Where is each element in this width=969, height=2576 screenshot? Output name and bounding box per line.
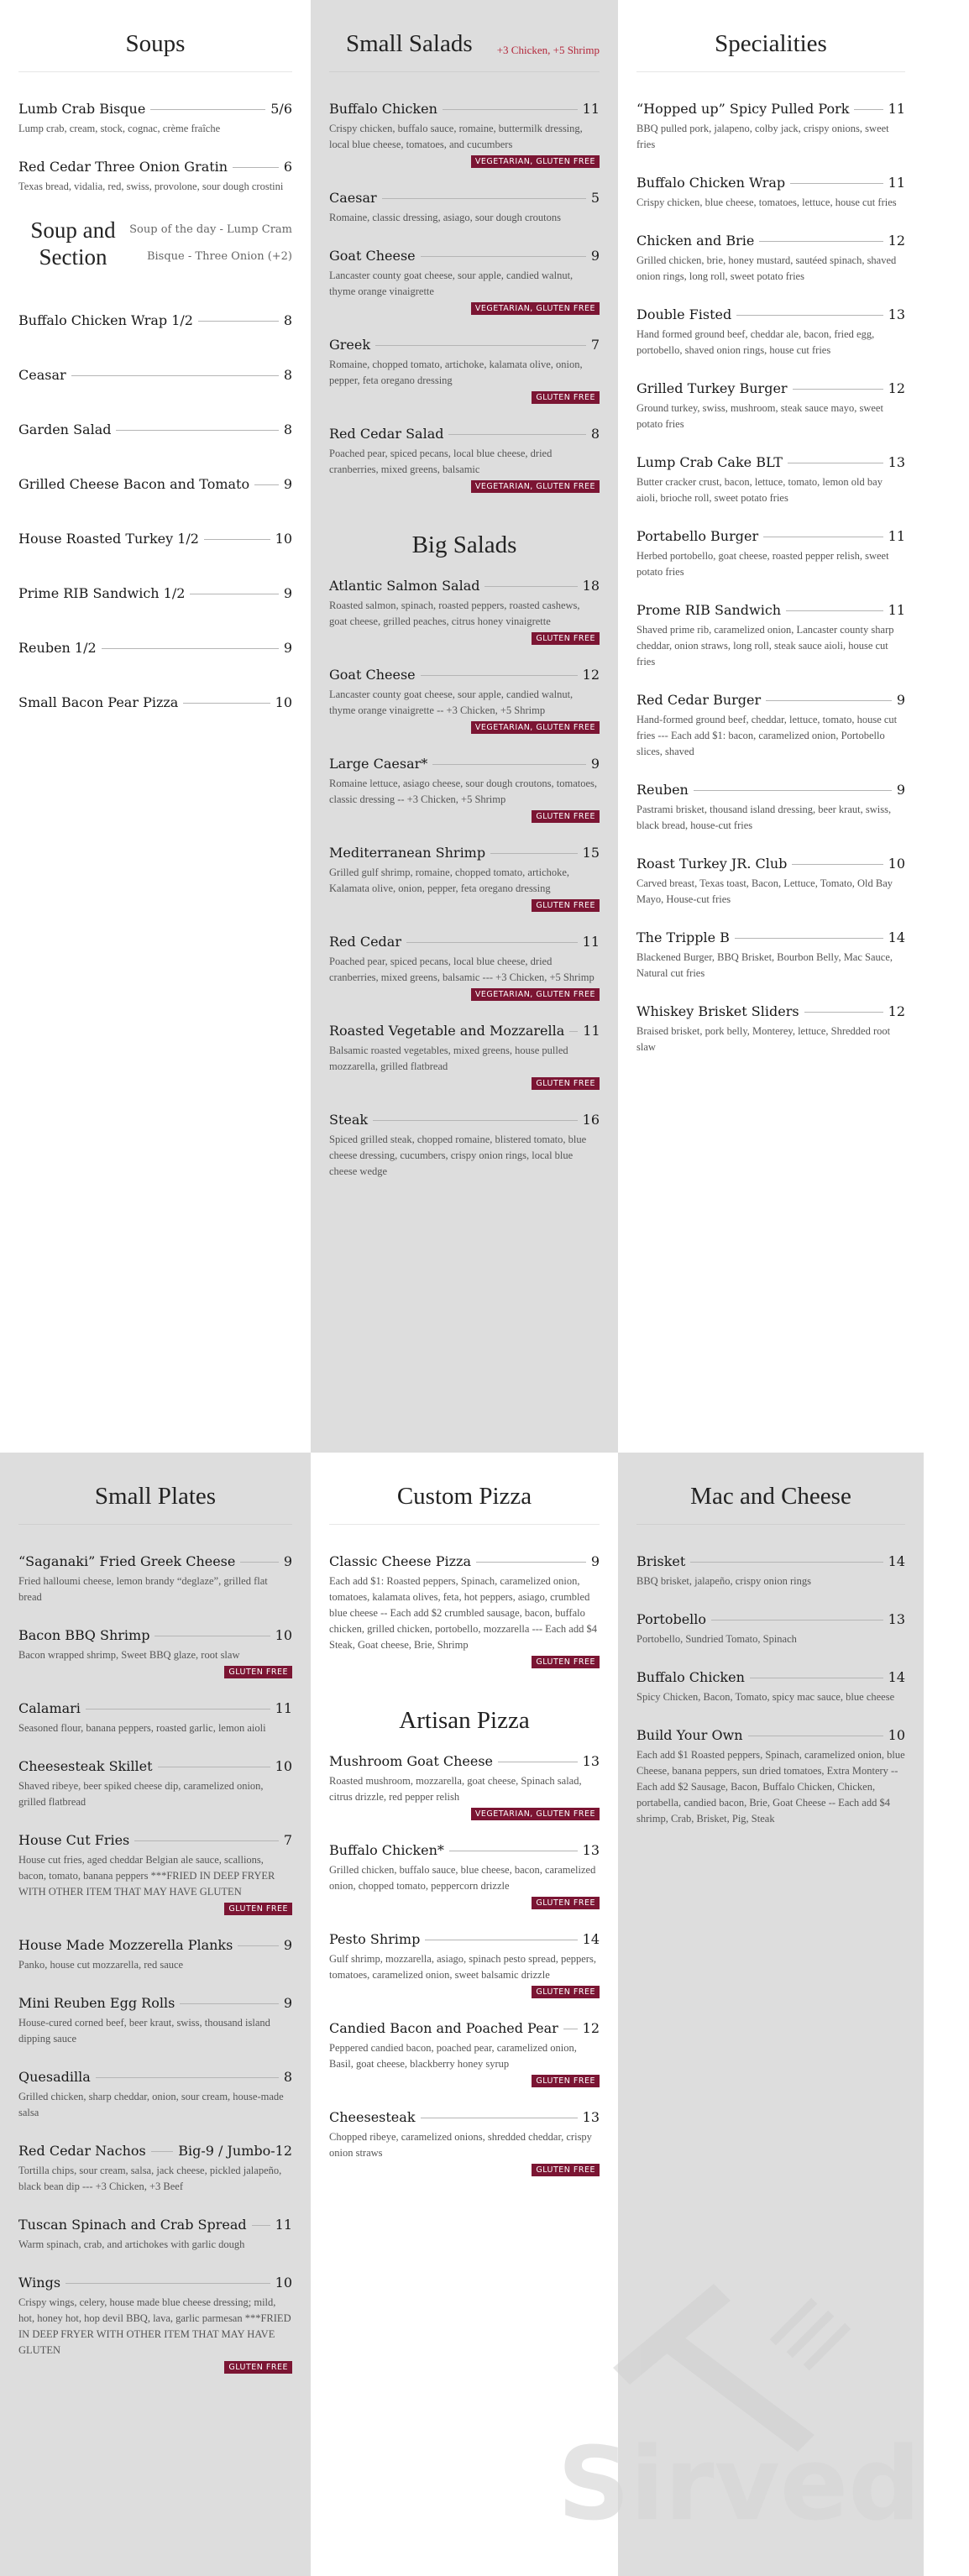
item-desc: Lancaster county goat cheese, sour apple, candied walnut, thyme orange vinaigrette bbox=[329, 270, 574, 297]
item-name: Grilled Cheese Bacon and Tomato bbox=[18, 476, 250, 492]
menu-item bbox=[18, 1553, 292, 1605]
item-name: Large Caesar* bbox=[329, 756, 428, 772]
diet-tag: GLUTEN FREE bbox=[532, 1077, 600, 1090]
item-price: 11 bbox=[888, 602, 905, 618]
item-price: 9 bbox=[283, 585, 292, 601]
menu-item bbox=[329, 756, 600, 823]
item-name: Buffalo Chicken Wrap 1/2 bbox=[18, 312, 193, 328]
item-name: Roasted Vegetable and Mozzarella bbox=[329, 1023, 565, 1039]
diet-tag: GLUTEN FREE bbox=[224, 1666, 292, 1678]
item-desc: Crispy wings, celery, house made blue cheese dressing; mild, hot, honey hot, hop devil BBQ, lava, garlic parmesan ***FRIED IN DEEP FRYER WITH OTHER ITEM THAT MAY HAVE GLUTEN bbox=[18, 2296, 291, 2356]
item-name: Buffalo Chicken* bbox=[329, 1842, 444, 1858]
menu-item bbox=[18, 2069, 292, 2121]
menu-item bbox=[18, 640, 292, 656]
item-desc: Fried halloumi cheese, lemon brandy “deglaze”, grilled flat bread bbox=[18, 1575, 268, 1603]
sirved-logo bbox=[537, 2267, 940, 2552]
small-plates-column bbox=[0, 1453, 311, 2576]
item-price: 10 bbox=[275, 694, 292, 710]
diet-tag: GLUTEN FREE bbox=[532, 2164, 600, 2176]
big-salads-list bbox=[329, 578, 600, 1180]
soup-section-note bbox=[128, 217, 292, 270]
specialities-title: Specialities bbox=[636, 0, 905, 72]
menu-item bbox=[329, 934, 600, 1001]
menu-item bbox=[636, 1553, 905, 1589]
item-price: 12 bbox=[888, 380, 905, 396]
menu-item bbox=[636, 454, 905, 506]
diet-tag: GLUTEN FREE bbox=[224, 1903, 292, 1915]
menu-item bbox=[329, 248, 600, 315]
menu-item bbox=[329, 337, 600, 404]
diet-tag: GLUTEN FREE bbox=[532, 1897, 600, 1909]
item-price: 8 bbox=[283, 312, 292, 328]
item-price: 10 bbox=[275, 531, 292, 547]
menu-item bbox=[18, 1937, 292, 1973]
item-desc: Poached pear, spiced pecans, local blue cheese, dried cranberries, mixed greens, balsamic bbox=[329, 448, 553, 475]
item-name: Garden Salad bbox=[18, 421, 112, 437]
menu-item bbox=[329, 1023, 600, 1090]
diet-tag: GLUTEN FREE bbox=[532, 632, 600, 645]
menu-item bbox=[636, 175, 905, 211]
item-price: 13 bbox=[582, 1753, 600, 1769]
item-desc: Romaine lettuce, asiago cheese, sour dough croutons, tomatoes, classic dressing -- +3 Chicken, +5 Shrimp bbox=[329, 778, 598, 805]
item-name: Prome RIB Sandwich bbox=[636, 602, 782, 618]
diet-tag: GLUTEN FREE bbox=[224, 2361, 292, 2374]
item-price: 18 bbox=[582, 578, 600, 594]
item-desc: Each add $1: Roasted peppers, Spinach, caramelized onion, tomatoes, kalamata olives, feta, hot peppers, asiago, crumbled blue cheese -- Each add $2 crumbled sausage, bacon, buffalo chicken, grilled chicken, portobello, mozzarella --- Each add $4 Steak, Goat cheese, Brie, Shrimp bbox=[329, 1575, 597, 1651]
item-price: 11 bbox=[582, 934, 600, 950]
item-name: House Cut Fries bbox=[18, 1832, 130, 1848]
item-price: 9 bbox=[590, 1553, 600, 1569]
item-price: 11 bbox=[888, 175, 905, 191]
item-desc: Roasted salmon, spinach, roasted peppers, roasted cashews, goat cheese, grilled peaches, citrus honey vinaigrette bbox=[329, 599, 580, 627]
soups-column bbox=[0, 0, 311, 1453]
item-price: 11 bbox=[582, 101, 600, 117]
item-desc: Shaved ribeye, beer spiked cheese dip, caramelized onion, grilled flatbread bbox=[18, 1780, 264, 1808]
item-desc: Peppered candied bacon, poached pear, caramelized onion, Basil, goat cheese, blackberry honey syrup bbox=[329, 2042, 577, 2070]
item-price: 8 bbox=[283, 367, 292, 383]
item-price: 5/6 bbox=[270, 101, 292, 117]
menu-item bbox=[18, 585, 292, 601]
item-price: 13 bbox=[582, 2109, 600, 2125]
menu-item bbox=[636, 1003, 905, 1055]
watermark-text: Sirved bbox=[557, 2427, 921, 2543]
item-name: Mushroom Goat Cheese bbox=[329, 1753, 494, 1769]
menu-item bbox=[18, 531, 292, 547]
menu-item bbox=[18, 2143, 292, 2195]
menu-item bbox=[636, 306, 905, 359]
item-desc: Texas bread, vidalia, red, swiss, provolone, sour dough crostini bbox=[18, 181, 284, 192]
diet-tag: VEGETARIAN, GLUTEN FREE bbox=[471, 155, 600, 168]
item-name: Double Fisted bbox=[636, 306, 732, 322]
item-desc: BBQ brisket, jalapeño, crispy onion rings bbox=[636, 1575, 811, 1587]
item-name: Portobello bbox=[636, 1611, 707, 1627]
menu-item bbox=[636, 929, 905, 982]
item-name: Roast Turkey JR. Club bbox=[636, 856, 788, 872]
item-price: 9 bbox=[283, 476, 292, 492]
small-salads-title: Small Salads bbox=[346, 30, 473, 57]
item-name: House Made Mozzerella Planks bbox=[18, 1937, 233, 1953]
item-name: Red Cedar Salad bbox=[329, 426, 444, 442]
item-price: 14 bbox=[582, 1931, 600, 1947]
item-name: Red Cedar bbox=[329, 934, 401, 950]
item-name: Candied Bacon and Poached Pear bbox=[329, 2020, 558, 2036]
menu-item bbox=[636, 528, 905, 580]
item-desc: Ground turkey, swiss, mushroom, steak sauce mayo, sweet potato fries bbox=[636, 402, 883, 430]
item-price: 7 bbox=[590, 337, 600, 353]
artisan-pizza-title: Artisan Pizza bbox=[399, 1707, 530, 1734]
menu-item bbox=[636, 1669, 905, 1705]
item-name: Caesar bbox=[329, 190, 377, 206]
item-name: Lump Crab Cake BLT bbox=[636, 454, 783, 470]
item-name: Red Cedar Burger bbox=[636, 692, 762, 708]
item-price: 16 bbox=[582, 1112, 600, 1128]
item-desc: Each add $1 Roasted peppers, Spinach, caramelized onion, blue Cheese, banana peppers, sun dried tomatoes, Extra Montery -- Each add $2 Sausage, Bacon, Buffalo Chicken, Chicken, portabella, candied bacon, Brie, Goat Cheese -- Each add $4 shrimp, Crab, Brisket, Pig, Steak bbox=[636, 1749, 905, 1825]
item-desc: Spiced grilled steak, chopped romaine, blistered tomato, blue cheese dressing, cucumbers, crispy onion rings, local blue cheese wedge bbox=[329, 1134, 587, 1177]
item-price: 10 bbox=[275, 1627, 292, 1643]
item-name: Grilled Turkey Burger bbox=[636, 380, 788, 396]
item-name: Mini Reuben Egg Rolls bbox=[18, 1995, 175, 2011]
menu-item bbox=[18, 367, 292, 383]
item-desc: Portobello, Sundried Tomato, Spinach bbox=[636, 1633, 797, 1645]
item-price: 8 bbox=[590, 426, 600, 442]
menu-item bbox=[18, 1832, 292, 1915]
item-desc: Crispy chicken, blue cheese, tomatoes, lettuce, house cut fries bbox=[636, 196, 897, 208]
item-price: 9 bbox=[283, 1995, 292, 2011]
half-items-list bbox=[18, 312, 292, 710]
soup-section-title: Soup and Section bbox=[30, 217, 116, 270]
menu-item bbox=[329, 1931, 600, 1998]
menu-item bbox=[329, 101, 600, 168]
item-desc: Roasted mushroom, mozzarella, goat cheese, Spinach salad, citrus drizzle, red pepper relish bbox=[329, 1775, 582, 1803]
menu-item bbox=[329, 2020, 600, 2087]
item-price: 10 bbox=[275, 2275, 292, 2291]
item-desc: Grilled chicken, brie, honey mustard, sautéed spinach, shaved onion rings, long roll, sweet potato fries bbox=[636, 254, 897, 282]
item-desc: Panko, house cut mozzarella, red sauce bbox=[18, 1959, 184, 1971]
menu-item bbox=[18, 1995, 292, 2047]
item-desc: Grilled gulf shrimp, romaine, chopped tomato, artichoke, Kalamata olive, onion, pepper, feta oregano dressing bbox=[329, 867, 570, 894]
item-name: “Hopped up” Spicy Pulled Pork bbox=[636, 101, 850, 117]
item-price: Big-9 / Jumbo-12 bbox=[178, 2143, 292, 2159]
item-desc: Tortilla chips, sour cream, salsa, jack cheese, pickled jalapeño, black bean dip --- +3 Chicken, +3 Beef bbox=[18, 2165, 282, 2192]
item-name: Mediterranean Shrimp bbox=[329, 845, 486, 861]
item-price: 11 bbox=[583, 1023, 600, 1039]
item-desc: Grilled chicken, sharp cheddar, onion, sour cream, house-made salsa bbox=[18, 2091, 284, 2118]
menu-item bbox=[329, 190, 600, 226]
menu-item bbox=[18, 1627, 292, 1678]
menu-item bbox=[329, 845, 600, 912]
item-price: 12 bbox=[888, 1003, 905, 1019]
menu-item bbox=[329, 1753, 600, 1820]
custom-pizza-list bbox=[329, 1553, 600, 1668]
item-desc: Balsamic roasted vegetables, mixed greens, house pulled mozzarella, grilled flatbread bbox=[329, 1045, 568, 1072]
item-desc: Romaine, chopped tomato, artichoke, kalamata olive, onion, pepper, feta oregano dressing bbox=[329, 359, 583, 386]
item-price: 9 bbox=[590, 756, 600, 772]
item-price: 11 bbox=[888, 101, 905, 117]
diet-tag: VEGETARIAN, GLUTEN FREE bbox=[471, 1808, 600, 1820]
specialities-column bbox=[618, 0, 924, 1453]
item-name: Buffalo Chicken bbox=[329, 101, 437, 117]
item-name: Cheesesteak bbox=[329, 2109, 416, 2125]
item-name: Pesto Shrimp bbox=[329, 1931, 421, 1947]
item-name: Atlantic Salmon Salad bbox=[329, 578, 480, 594]
mac-and-cheese-list bbox=[636, 1553, 905, 1827]
item-name: Build Your Own bbox=[636, 1727, 743, 1743]
item-price: 14 bbox=[888, 929, 905, 945]
item-price: 13 bbox=[582, 1842, 600, 1858]
item-name: Buffalo Chicken Wrap bbox=[636, 175, 786, 191]
menu-item bbox=[18, 421, 292, 437]
item-price: 13 bbox=[888, 1611, 905, 1627]
item-price: 9 bbox=[896, 782, 905, 798]
diet-tag: GLUTEN FREE bbox=[532, 1656, 600, 1668]
item-name: Whiskey Brisket Sliders bbox=[636, 1003, 799, 1019]
menu-item bbox=[636, 856, 905, 908]
item-desc: House-cured corned beef, beer kraut, swiss, thousand island dipping sauce bbox=[18, 2017, 270, 2045]
big-salads-title: Big Salads bbox=[411, 531, 517, 558]
item-price: 8 bbox=[283, 421, 292, 437]
item-price: 9 bbox=[590, 248, 600, 264]
item-name: Small Bacon Pear Pizza bbox=[18, 694, 179, 710]
item-price: 5 bbox=[590, 190, 600, 206]
item-desc: Poached pear, spiced pecans, local blue cheese, dried cranberries, mixed greens, balsamic --- +3 Chicken, +5 Shrimp bbox=[329, 956, 594, 983]
diet-tag: GLUTEN FREE bbox=[532, 391, 600, 404]
specialities-list bbox=[636, 101, 905, 1055]
diet-tag: GLUTEN FREE bbox=[532, 2075, 600, 2087]
menu-item bbox=[636, 380, 905, 432]
item-desc: Gulf shrimp, mozzarella, asiago, spinach pesto spread, peppers, tomatoes, caramelized onion, sweet balsamic drizzle bbox=[329, 1953, 596, 1981]
menu-item bbox=[329, 426, 600, 493]
item-name: Bacon BBQ Shrimp bbox=[18, 1627, 150, 1643]
item-desc: Shaved prime rib, caramelized onion, Lancaster county sharp cheddar, onion straws, long roll, steak sauce aioli, house cut fries bbox=[636, 624, 894, 668]
item-price: 9 bbox=[283, 640, 292, 656]
item-desc: Spicy Chicken, Bacon, Tomato, spicy mac sauce, blue cheese bbox=[636, 1691, 895, 1703]
diet-tag: GLUTEN FREE bbox=[532, 899, 600, 912]
item-desc: Chopped ribeye, caramelized onions, shredded cheddar, crispy onion straws bbox=[329, 2131, 592, 2159]
item-desc: Grilled chicken, buffalo sauce, blue cheese, bacon, caramelized onion, chopped tomato, peppercorn drizzle bbox=[329, 1864, 596, 1892]
menu-item bbox=[329, 1112, 600, 1180]
item-name: Chicken and Brie bbox=[636, 233, 755, 249]
item-name: The Tripple B bbox=[636, 929, 730, 945]
item-price: 9 bbox=[283, 1937, 292, 1953]
item-desc: Herbed portobello, goat cheese, roasted pepper relish, sweet potato fries bbox=[636, 550, 889, 578]
item-price: 14 bbox=[888, 1553, 905, 1569]
item-desc: Lancaster county goat cheese, sour apple, candied walnut, thyme orange vinaigrette -- +3 Chicken, +5 Shrimp bbox=[329, 689, 574, 716]
item-price: 13 bbox=[888, 306, 905, 322]
diet-tag: VEGETARIAN, GLUTEN FREE bbox=[471, 302, 600, 315]
item-desc: Hand formed ground beef, cheddar ale, bacon, fried egg, portobello, shaved onion rings, house cut fries bbox=[636, 328, 875, 356]
item-price: 11 bbox=[275, 2217, 292, 2233]
menu-item bbox=[18, 1700, 292, 1736]
item-name: Reuben bbox=[636, 782, 689, 798]
item-price: 12 bbox=[888, 233, 905, 249]
menu-item bbox=[18, 2217, 292, 2253]
item-name: Red Cedar Three Onion Gratin bbox=[18, 159, 228, 175]
menu-item bbox=[329, 667, 600, 734]
soup-and-section bbox=[18, 217, 292, 270]
item-desc: BBQ pulled pork, jalapeno, colby jack, crispy onions, sweet fries bbox=[636, 123, 889, 150]
item-price: 12 bbox=[582, 2020, 600, 2036]
menu-item bbox=[18, 2275, 292, 2374]
item-desc: Warm spinach, crab, and artichokes with garlic dough bbox=[18, 2238, 245, 2250]
small-salads-extra: +3 Chicken, +5 Shrimp bbox=[496, 44, 600, 56]
item-desc: Pastrami brisket, thousand island dressing, beer kraut, swiss, black bread, house-cut fries bbox=[636, 804, 892, 831]
small-salads-list bbox=[329, 101, 600, 493]
item-name: Calamari bbox=[18, 1700, 81, 1716]
menu-item bbox=[329, 578, 600, 645]
item-name: Tuscan Spinach and Crab Spread bbox=[18, 2217, 247, 2233]
soups-list bbox=[18, 101, 292, 195]
custom-pizza-title: Custom Pizza bbox=[329, 1453, 600, 1525]
item-name: Quesadilla bbox=[18, 2069, 91, 2085]
item-desc: Seasoned flour, banana peppers, roasted garlic, lemon aioli bbox=[18, 1722, 266, 1734]
item-name: Lumb Crab Bisque bbox=[18, 101, 146, 117]
menu-item bbox=[636, 1611, 905, 1647]
item-price: 13 bbox=[888, 454, 905, 470]
item-name: Cheesesteak Skillet bbox=[18, 1758, 153, 1774]
salads-column bbox=[311, 0, 618, 1453]
item-price: 11 bbox=[275, 1700, 292, 1716]
artisan-pizza-list bbox=[329, 1753, 600, 2176]
item-desc: Carved breast, Texas toast, Bacon, Lettuce, Tomato, Old Bay Mayo, House-cut fries bbox=[636, 877, 893, 905]
diet-tag: VEGETARIAN, GLUTEN FREE bbox=[471, 721, 600, 734]
item-price: 15 bbox=[582, 845, 600, 861]
item-name: Classic Cheese Pizza bbox=[329, 1553, 472, 1569]
diet-tag: VEGETARIAN, GLUTEN FREE bbox=[471, 988, 600, 1001]
menu-item bbox=[636, 101, 905, 153]
menu-item bbox=[329, 2109, 600, 2176]
item-price: 10 bbox=[275, 1758, 292, 1774]
menu-item bbox=[18, 312, 292, 328]
item-price: 6 bbox=[283, 159, 292, 175]
item-price: 14 bbox=[888, 1669, 905, 1685]
item-price: 10 bbox=[888, 1727, 905, 1743]
item-name: Brisket bbox=[636, 1553, 686, 1569]
item-name: Prime RIB Sandwich 1/2 bbox=[18, 585, 186, 601]
item-desc: Crispy chicken, buffalo sauce, romaine, buttermilk dressing, local blue cheese, tomatoes, and cucumbers bbox=[329, 123, 583, 150]
item-name: Buffalo Chicken bbox=[636, 1669, 745, 1685]
item-desc: House cut fries, aged cheddar Belgian ale sauce, scallions, bacon, tomato, banana peppers ***FRIED IN DEEP FRYER WITH OTHER ITEM THAT MAY HAVE GLUTEN bbox=[18, 1854, 275, 1898]
menu-item bbox=[636, 602, 905, 670]
item-name: “Saganaki” Fried Greek Cheese bbox=[18, 1553, 236, 1569]
item-name: Reuben 1/2 bbox=[18, 640, 97, 656]
item-desc: Braised brisket, pork belly, Monterey, lettuce, Shredded root slaw bbox=[636, 1025, 891, 1053]
item-desc: Butter cracker crust, bacon, lettuce, tomato, lemon old bay aioli, brioche roll, sweet potato fries bbox=[636, 476, 883, 504]
diet-tag: VEGETARIAN, GLUTEN FREE bbox=[471, 480, 600, 493]
item-price: 8 bbox=[283, 2069, 292, 2085]
menu-item bbox=[636, 692, 905, 760]
item-price: 9 bbox=[283, 1553, 292, 1569]
small-plates-title: Small Plates bbox=[18, 1453, 292, 1525]
menu-item bbox=[18, 1758, 292, 1810]
menu-item bbox=[18, 159, 292, 195]
item-name: Goat Cheese bbox=[329, 248, 416, 264]
soup-section-line: Bisque - Three Onion (+2) bbox=[146, 250, 292, 263]
item-desc: Hand-formed ground beef, cheddar, lettuce, tomato, house cut fries --- Each add $1: bacon, caramelized onion, Portobello slices, shaved bbox=[636, 714, 898, 757]
menu-item bbox=[636, 233, 905, 285]
small-salads-header bbox=[329, 0, 600, 72]
soups-title: Soups bbox=[18, 0, 292, 72]
item-desc: Blackened Burger, BBQ Brisket, Bourbon Belly, Mac Sauce, Natural cut fries bbox=[636, 951, 893, 979]
small-plates-list bbox=[18, 1553, 292, 2374]
diet-tag: GLUTEN FREE bbox=[532, 810, 600, 823]
item-desc: Bacon wrapped shrimp, Sweet BBQ glaze, root slaw bbox=[18, 1649, 240, 1661]
menu-item bbox=[329, 1842, 600, 1909]
item-price: 12 bbox=[582, 667, 600, 683]
item-price: 11 bbox=[888, 528, 905, 544]
mac-and-cheese-title: Mac and Cheese bbox=[636, 1453, 905, 1525]
menu-item bbox=[329, 1553, 600, 1668]
diet-tag: GLUTEN FREE bbox=[532, 1986, 600, 1998]
item-name: Wings bbox=[18, 2275, 61, 2291]
menu-item bbox=[18, 694, 292, 710]
item-name: Steak bbox=[329, 1112, 369, 1128]
menu-item bbox=[636, 782, 905, 834]
menu-item bbox=[18, 476, 292, 492]
item-price: 10 bbox=[888, 856, 905, 872]
item-name: Greek bbox=[329, 337, 371, 353]
item-name: Portabello Burger bbox=[636, 528, 759, 544]
item-name: Goat Cheese bbox=[329, 667, 416, 683]
item-name: Ceasar bbox=[18, 367, 66, 383]
item-desc: Romaine, classic dressing, asiago, sour dough croutons bbox=[329, 212, 561, 223]
item-name: House Roasted Turkey 1/2 bbox=[18, 531, 199, 547]
item-price: 7 bbox=[283, 1832, 292, 1848]
item-price: 9 bbox=[896, 692, 905, 708]
soup-section-line: Soup of the day - Lump Cram bbox=[129, 223, 292, 236]
menu-item bbox=[636, 1727, 905, 1827]
item-desc: Lump crab, cream, stock, cognac, crème fraîche bbox=[18, 123, 221, 134]
menu-item bbox=[18, 101, 292, 137]
item-name: Red Cedar Nachos bbox=[18, 2143, 146, 2159]
